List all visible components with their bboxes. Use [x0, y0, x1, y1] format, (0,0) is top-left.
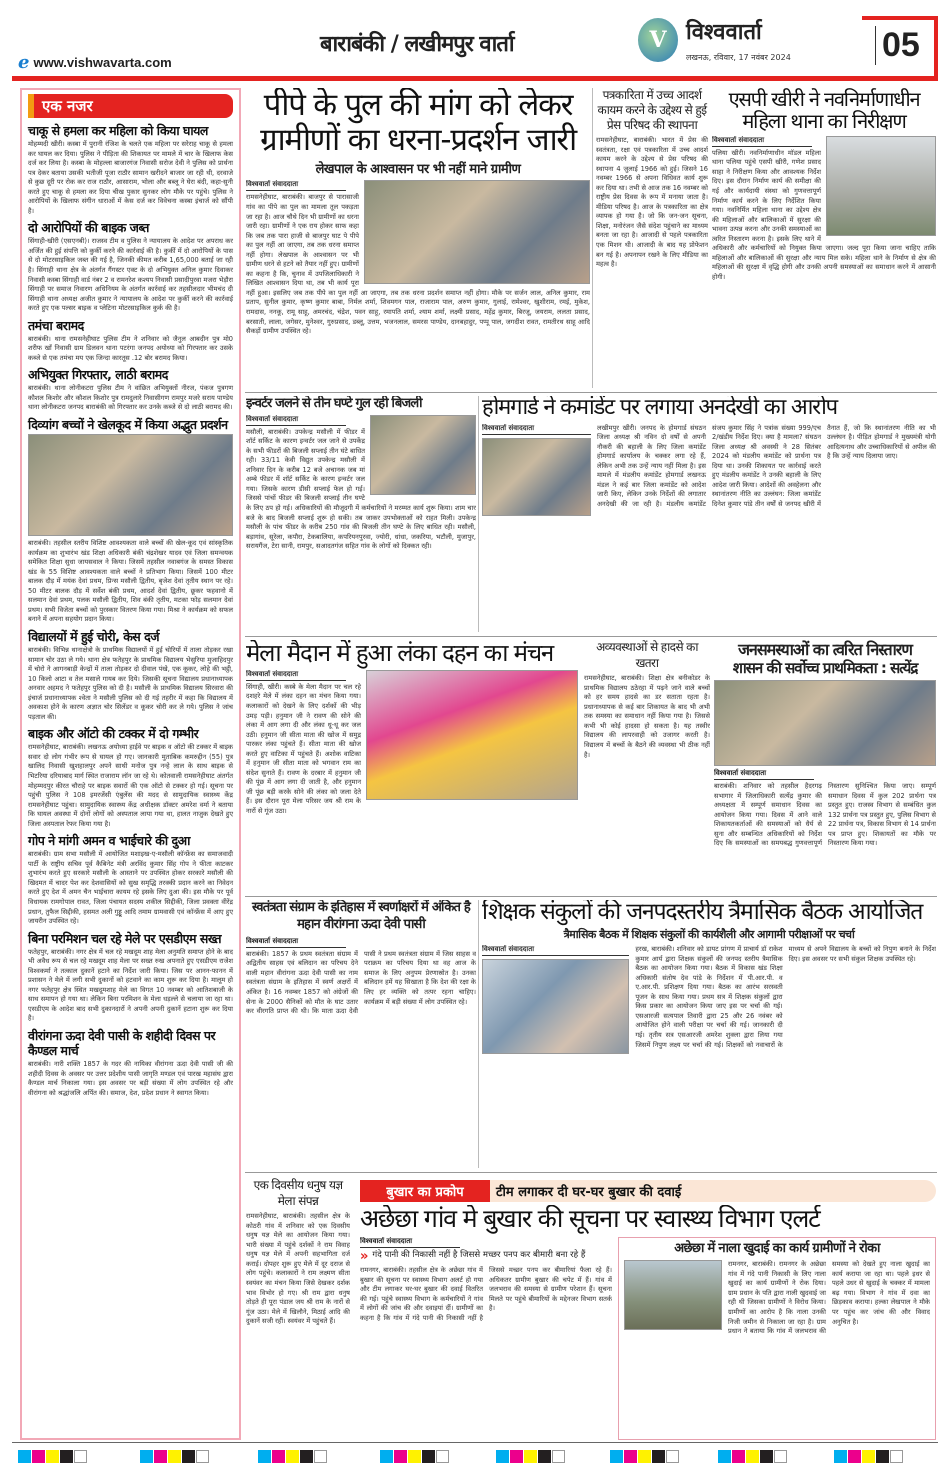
brief-headline: गोप ने मांगी अमन व भाईचारे की दुआ	[28, 833, 190, 849]
nala-headline: अछेछा में नाला खुदाई का कार्य ग्रामीणों ने रोका	[674, 1241, 880, 1256]
lead-subheadline: लेखपाल के आश्वासन पर भी नहीं माने ग्रामीण	[315, 162, 521, 178]
shikshak-meeting-photo	[482, 959, 629, 1054]
udadevi-headline: स्वतंत्रता संग्राम के इतिहास में स्वर्णाक्षरों में अंकित है महान वीरांगना ऊदा देवी पासी	[252, 900, 470, 932]
nala-box	[618, 1237, 936, 1440]
homeguard-body: विश्ववार्ता संवाददाता लखीमपुर खीरी। जनपद के होमगार्ड संघठन जिला अध्यक्ष श्री नविन दो वर्षों से अपनी नौकरी की बहाली के लिए जिला कमांडेंट होमगार्ड कार्यालय के चक्कर लगा रहे हैं, लेकिन अभी तक उन्हें न्याय नहीं मिला है। इस मामले में मंडलीय कमांडेंट होमगार्ड लखनऊ मंडल ने कई बार जिला कमांडेंट को आदेश जारी किए, लेकिन उनके निर्देशों की लगातार अनदेखी की जा रही है। मंडलीय कमांडेंट संजय कुमार सिंह ने पत्रांक संख्या 999/एच 2/खंडीय निर्देश दिए। क्या है मामला? संघठन जिला अध्यक्ष श्री अवस्थी ने 28 सितंबर 2024 को मंडलीय कमांडेंट को प्रार्थना पत्र दिया था। उनकी शिकायत पर कार्रवाई करते हुए मंडलीय कमांडेंट ने उनकी बहाली के लिए आदेश जारी किया। आदेशों की अवहेलना और स्थानांतरण नीति का उल्लंघन: जिला कमांडेंट दिनेश कुमार पांडे तीन वर्षों से जनपद खीरी में तैनात हैं, जो कि स्थानांतरण नीति का भी उल्लंघन है। पीड़ित होमगार्ड ने मुख्यमंत्री योगी आदित्यनाथ और उच्चाधिकारियों से अपील की है कि उन्हें न्याय दिलाया जाए।	[482, 424, 936, 634]
registration-mark	[496, 1450, 565, 1463]
lead-story	[246, 88, 590, 390]
row-rule	[245, 896, 937, 897]
jan-body: बाराबंकी। शनिवार को तहसील हैदरगढ़ सभागार में जिलाधिकारी सत्येंद्र कुमार की अध्यक्षता में सम्पूर्ण समाधान दिवस का आयोजन किया गया। दिवस में आने वाले शिकायतकर्ताओं की समस्याओं को धैर्य से सुना और सम्बन्धित अधिकारियों को निर्देश दिए कि समस्याओं का समयबद्ध गुणवत्तापूर्ण निस्तारण सुनिश्चित किया जाए। सम्पूर्ण समाधान दिवस में कुल 202 प्रार्थना पत्र प्रस्तुत हुए। राजस्व विभाग से सम्बंधित कुल 132 प्रार्थना पत्र प्रस्तुत हुए, पुलिस विभाग से 22 प्रार्थना पत्र, विकास विभाग से 14 प्रार्थना पत्र प्राप्त हुए। शिकायतों का मौके पर निस्तारण किया गया।	[714, 782, 936, 848]
shikshak-headline: शिक्षक संकुलों की जनपदस्तरीय त्रैमासिक बैठक आयोजित	[482, 900, 923, 925]
inverter-body: विश्ववार्ता संवाददाता मसौली, बाराबंकी। उपकेन्द्र मसौली में फीडर में शॉर्ट सर्किट के कारण इन्वर्टर जल जाने से उपकेंद्र के सभी फीडरों की बिजली सप्लाई तीन घंटे बाधित रही। 33/11 केवी विद्युत उपकेन्द्र मसौली में शनिवार दिन के करीब 12 बजे अचानक जब मां अम्बे फीडर में शॉर्ट सर्किट के कारण इन्वर्टर जल गया। जिसके कारण डीसी सप्लाई फेल हो गई। जिससे पांचों फीडर की बिजली सप्लाई तीन घण्टे के लिए ठप हो गई। अधिकारियों की मौजूदगी में कर्मचारियों ने मरम्मत कार्य शुरू किया। शाम चार बजे के बाद बिजली सप्लाई शुरू हो सकी। तब जाकर उपभोक्ताओं को राहत मिली। उपकेन्द्र मसौली के पांच फीडर के करीब 250 गांव की बिजली तीन घण्टे के लिए बाधित रही। मसौली, बड़ागांव, सूरेला, कपौरा, टेकबालिया, कपरियनपुरवा, ज्योरी, धांधा, जकरिया, भटौली, मुजापुर, सरायगैंज, टेरा सानी, रामपुर, सआदतगंज सहित गांव के लोगों को दिक्कत रही।	[246, 414, 476, 551]
brief-body: फतेहपुर, बाराबंकी। नगर क्षेत्र में चल रहे मखदूम शाह मेला अनुमति समाप्त होने के बाद भी अवैध रूप से चल रहे मखदूम शाह मेला पर सख्त रुख अपनाते हुए एसडीएम राजेश विश्वकर्मा ने तत्काल दुकानें हटाने का निर्देश जारी किया। जिस पर आनन-फानन में प्रशासन ने मेले में लगी सभी दुकानों को हटवाने का काम शुरू कर दिया है। मालूम हो नगर फतेहपुर क्षेत्र स्थित मखदूमशाह मेले का विगत 10 नवम्बर को आतिशबाजी के साथ समापन हो गया था। लेकिन बिना परमिशन के मेला धड़ल्ले से चलाया जा रहा था। एसडीएम के आदेश बाद सभी दुकानदारों ने अपनी अपनी दुकानें हटाना शुरू कर दिया है।	[28, 947, 233, 1023]
dhanush-body: रामसनेहीघाट, बाराबंकी। तहसील क्षेत्र के कोठरी गांव में शनिवार को एक दिवसीय धनुष यज्ञ मेले का आयोजन किया गया। भारी संख्या में पहुंचे दर्शकों ने राम विवाह धनुष यज्ञ मेले में अपनी सहभागिता दर्ज कराई। दोपहर शुरू हुए मेले में दूर दराज से लोग पहुंचे। कलाकारों ने राम लक्ष्मण सीता स्वयंवर का मंचन किया जिसे देखकर दर्शक भाव विभोर हो गए। श्री राम द्वारा धनुष तोड़ते ही पूरा पंडाल जय श्री राम के नारों से गूंज उठा। मेले में खिलौने, मिठाई आदि की दुकानें सजी रहीं। स्वयंवर में पहुंचते हैं।	[246, 1212, 350, 1326]
shikshak-story	[482, 900, 936, 1170]
brief-headline: वीरांगना ऊदा देवी पासी के शहीदी दिवस पर कैण्डल मार्च	[28, 1028, 216, 1058]
column-rule	[592, 88, 593, 388]
row-rule	[245, 636, 937, 637]
bukhar-band	[360, 1180, 936, 1202]
registration-mark	[718, 1450, 787, 1463]
bukhar-headline: अछेछा गांव मे बुखार की सूचना पर स्वास्थ्य विभाग एलर्ट	[360, 1205, 820, 1233]
dateline: लखनऊ, रविवार, 17 नवंबर 2024	[686, 53, 791, 62]
lead-headline-line1: पीपे के पुल की मांग को लेकर	[263, 88, 573, 123]
ek-nazar-column	[20, 88, 241, 1440]
lead-headline-line2: ग्रामीणों का धरना-प्रदर्शन जारी	[260, 121, 576, 158]
byline: विश्ववार्ता संवाददाता	[246, 670, 346, 681]
byline: विश्ववार्ता संवाददाता	[360, 1237, 460, 1248]
quote-chevron-icon: »	[360, 1249, 369, 1264]
dhanush-story	[246, 1178, 350, 1440]
bukhar-story	[360, 1205, 936, 1440]
jan-headline-line1: जनसमस्याओं का त्वरित निस्तारण	[738, 640, 912, 659]
jan-headline-line2: शासन की सर्वोच्च प्राथमिकता : सत्येंद्र	[732, 659, 918, 678]
shikshak-body: विश्ववार्ता संवाददाता हरख, बाराबंकी। शनिवार को डायट प्रांगण में प्राचार्य डॉ राकेश कुमार आर्य द्वारा शिक्षक संकुलों की जनपद स्तरीय त्रैमासिक बैठक का आयोजन किया गया। बैठक में विकास खंड शिक्षा अधिकारी संतोष देव पांडे के निर्देशन में पी.आर.पी. व ए.आर.पी. प्रशिक्षण दिया गया। बैठक का आरंभ सरस्वती पूजन के साथ किया गया। प्रथम सत्र में शिक्षक संकुलों द्वारा किस प्रकार का आयोजन किया जाए इस पर चर्चा की गई। एसआरजी सत्यपाल तिवारी द्वारा 25 और 26 नवंबर को आयोजित होने वाली परीक्षा पर चर्चा की गई। जानकारी दी गई। तृतीय सत्र एसआरजी अमरेश शुक्ला द्वारा लिया गया जिसमें निपुण लक्ष्य पर चर्चा की गई। शिक्षकों को नवाचारों के माध्यम से अपने विद्यालय के बच्चों को निपुण बनाने के निर्देश दिए। इस अवसर पर सभी संकुल शिक्षक उपस्थित रहे।	[482, 945, 936, 1170]
registration-mark	[140, 1450, 209, 1463]
brief-headline: बाइक और ऑटो की टक्कर में दो गम्भीर	[28, 726, 199, 742]
press-story	[596, 88, 708, 390]
bukhar-text	[360, 1237, 612, 1440]
brief-body: बाराबंकी। ग्राम सभा मसौली में आयोजित मशाइख-ए-मसौली कॉन्फ्रेंस का समाजवादी पार्टी के राष्ट्रीय सचिव पूर्व कैबिनेट मंत्री अरविंद कुमार सिंह गोप ने फीता काटकर शुभारंभ करते हुए सरकारे मसौली के आस्ताने पर उपस्थित होकर सरकारे मसौली की खिदमत में चादर पेश कर देशवासियों को सुख समृद्धि तरक्की प्रदान करने का निवेदन करते हुए देश में अमन चैन भाईचारा कायम रहे इसके लिए दुआ की। इस मौके पर पूर्व विधायक रामगोपाल रावत, जिला पंचायत सदस्य शकील सिद्दीकी, जिला प्रवक्ता वीरेंद्र प्रधान, तुफैल सिद्दीकी, हसमत अली गुड्डू आदि तमाम ग्रामवासी एवं कॉन्फ्रेंस में आए हुए जायरीन उपस्थित रहे।	[28, 850, 233, 926]
shikshak-subheadline: त्रैमासिक बैठक में शिक्षक संकुलों की कार्यशैली और आगामी परीक्षाओं पर चर्चा	[563, 927, 855, 941]
registration-mark	[834, 1450, 903, 1463]
lead-photo-villagers-protest	[364, 180, 590, 284]
mela-headline: मेला मैदान में हुआ लंका दहन का मंचन	[246, 640, 553, 667]
byline: विश्ववार्ता संवाददाता	[712, 136, 812, 147]
homeguard-photo	[482, 438, 591, 516]
brief-body: रामसनेहीघाट, बाराबंकी। लखनऊ अयोध्या हाईवे पर बाइक व ऑटो की टक्कर में बाइक सवार दो लोग गंभीर रूप से घायल हो गए। जानकारी मुताबिक कमरुद्दीन (55) पुत्र खालिद निवासी खुशहालपुर अपने साथी मनोज पुत्र नन्हे लाल के साथ बाइक से भिटरिया दरियाबाद मार्ग स्थित राजाराम लॉन जा रहे थे। कोतवाली रामसनेहीघाट अंतर्गत मोहम्मदपुर कीरत चौराहे पर बाइक सवारों की एक ऑटो से टक्कर हो गई। सूचना पर पहुंची पुलिस ने 108 इमरजेंसी एंबुलेंस की मदद से सामुदायिक स्वास्थ्य केंद्र रामसनेहीघाट पहुंचा। सामुदायिक स्वास्थ्य केंद्र अधीक्षक डॉक्टर अमरेश वर्मा ने बताया कि घायल अवस्था में दोनों लोगों को अस्पताल लाया गया था, हालत नाजुक देखते हुए जिला अस्पताल रेफर किया गया है।	[28, 743, 233, 828]
inverter-headline: इन्वर्टर जलने से तीन घण्टे गुल रही बिजली	[246, 396, 422, 411]
column-rule	[478, 396, 479, 632]
sp-headline: एसपी खीरी ने नवनिर्माणाधीन महिला थाना का निरीक्षण	[728, 88, 920, 134]
sp-body: विश्ववार्ता संवाददाता पलिया खीरी। नवनिर्माणाधीन मॉडल महिला थाना पलिया पहुंचे एसपी खीरी, गणेश प्रसाद साहा ने निरीक्षण किया और आवश्यक निर्देश दिए। इस दौरान निर्माण कार्य की समीक्षा की गई और कार्यदायी संस्था को गुणवत्तापूर्ण निर्माण कार्य करने के लिए निर्देशित किया गया। नवनिर्मित महिला थाना का उद्देश्य क्षेत्र की महिलाओं और बालिकाओं में सुरक्षा की भावना उत्पन्न करना और उनकी समस्याओं का त्वरित निस्तारण करना है। इसके लिए थाने में अधिकारी और कर्मचारियों को नियुक्त किया जाएगा। जल्द पूरा किया जाना चाहिए ताकि महिलाओं और बालिकाओं की सुरक्षा और न्याय मिल सके। महिला थाने के निर्माण से क्षेत्र की महिलाओं की सुरक्षा में वृद्धि होगी और उनकी अपनी समस्याओं का समाधान करने में आसानी होगी।	[712, 135, 936, 281]
press-body: रामसनेहीघाट, बाराबंकी। भारत में प्रेस की स्वतंत्रता, रक्षा एवं पत्रकारिता में उच्च आदर्श कायम करने के उद्देश्य से प्रेस परिषद की स्थापना 4 जुलाई 1966 को हुई। जिसने 16 नवम्बर 1966 से अपना विधिवत कार्य शुरू कर दिया था। तभी से आज तक 16 नवम्बर को राष्ट्रीय प्रेस दिवस के रूप में मनाया जाता है। मीडिया परिषद है। आज के पत्रकारिता का क्षेत्र व्यापक हो गया है। जो कि जन-जन सूचना, शिक्षा, मनोरंजन जैसे संदेश पहुंचाने का माध्यम बनता जा रहा है। आजादी से पहले पत्रकारिता एक मिशन थी। आजादी के बाद यह प्रोफेशन बन गई है। अपनापन रखने के लिए मीडिया का महत्व है।	[596, 136, 708, 269]
footer-rule	[12, 1442, 938, 1443]
mela-story	[246, 640, 578, 894]
byline: विश्ववार्ता संवाददाता	[246, 937, 346, 948]
byline: विश्ववार्ता संवाददाता	[246, 180, 346, 191]
dhanush-headline: एक दिवसीय धनुष यज्ञ मेला संपन्न	[253, 1178, 343, 1208]
homeguard-headline: होमगार्ड ने कमांडेंट पर लगाया अनदेखी का आरोप	[482, 396, 837, 420]
row-rule	[245, 392, 937, 393]
udadevi-body: बाराबंकी। 1857 के प्रथम स्वतंत्रता संग्राम में अद्वितीय साहस एवं बलिदान का परिचय देने वाली महान वीरांगना ऊदा देवी पासी का नाम स्वतंत्रता संग्राम के इतिहास में स्वर्ण अक्षरों में अंकित है। 16 नवम्बर 1857 को अंग्रेजों की सेना के 2000 सैनिकों को मौत के घाट उतार कर वीरगति प्राप्त की थी। कि माता ऊदा देवी पासी ने प्रथम स्वतंत्रता संग्राम में जिस साहस व पराक्रम का परिचय दिया था वह आज के समाज के लिए अनुपम प्रेरणास्रोत है। उनका बलिदान हमें यह सिखाता है कि देश की रक्षा के लिए हर व्यक्ति को तत्पर रहना चाहिए। कार्यक्रम में बड़ी संख्या में लोग उपस्थित रहे।	[246, 949, 476, 1016]
brief-headline: बिना परमिशन चल रहे मेले पर एसडीएम सख्त	[28, 930, 221, 946]
brief-body: बाराबंकी। थाना लोनीकटरा पुलिस टीम ने वांछित अभियुक्तों नीरज, पंकज पुत्रगण कौशल किशोर और कौशल किशोर पुत्र रामदुलारे निवासीगण रामपुर मजरे सराय पाण्डेय थाना लोनीकटरा जनपद बाराबंकी को गिरफ्तार कर उनके कब्जे से दो लाठी बरामद की।	[28, 384, 233, 412]
byline: विश्ववार्ता संवाददाता	[714, 769, 814, 780]
page-number: 05	[875, 26, 920, 65]
byline: विश्ववार्ता संवाददाता	[246, 415, 346, 426]
brief-headline: तमंचा बरामद	[28, 317, 84, 333]
avyavastha-body: रामसनेहीघाट, बाराबंकी। शिक्षा क्षेत्र बनीकोडर के प्राथमिक विद्यालय ठठेरहा में पढ़ने जाने वाले बच्चों को हर समय हादसे का डर सताता रहता है। प्रधानाध्यापक से कई बार शिकायत के बाद भी अभी तक समस्या का समाधान नहीं किया गया है। जिससे कभी भी कोई हादसा हो सकता है। यह तस्वीर विद्यालय की लापरवाही को उजागर करती है। विद्यालय में बच्चों के बैठने की व्यवस्था भी ठीक नहीं है।	[584, 674, 710, 759]
avyavastha-headline: अव्यवस्थाओं से हादसे का खतरा	[596, 640, 698, 670]
section-title: बाराबंकी / लखीमपुर वार्ता	[320, 32, 514, 57]
brief-headline: दिव्यांग बच्चों ने खेलकूद में किया अद्भुत प्रदर्शन	[28, 417, 228, 433]
registration-mark	[380, 1450, 449, 1463]
inverter-photo	[370, 415, 476, 495]
press-headline: पत्रकारिता में उच्च आदर्श कायम करने के उद्देश्य से हुई प्रेस परिषद की स्थापना	[597, 88, 707, 132]
jan-story	[714, 640, 936, 894]
byline: विश्ववार्ता संवाददाता	[482, 424, 591, 435]
brief-body: मोहम्मदी खीरी। कस्बा में पुरानी रंजिश के चलते एक महिला पर सरेराह चाकू से हमला कर घायल कर दिया। पुलिस ने पीड़िता की शिकायत पर मामले में चार के खिलाफ केस दर्ज कर लिया है। कस्बा के मोहल्ला बाजारगंज निवासी सरोज देवी ने पुलिस को प्रार्थना पत्र देकर बताया उसकी भतीजी पूजा राठौर सामान खरीदने बाजार जा रही थी, दरवाजे से कुछ दूरी पर रोक कर राज राठौर, आसाराम, भोला और बब्लू ने घेरा बंदी, कहा-सुनी करते हुए चाकू से हमला कर दिया चीख पुकार सुनकर लोग मौके पर पहुंचे। पुलिस ने आरोपियों के खिलाफ संगीन धाराओं में केस दर्ज कर विवेचना कस्बा इंचार्ज को सौंपी है।	[28, 140, 233, 215]
nala-body: रामनगर, बाराबंकी। रामनगर के अछेछा गांव में गंदे पानी निकासी के लिए नाला खुदाई का कार्य ग्रामीणों ने रोक दिया। ग्राम प्रधान के पति द्वारा नाली खुदवाई जा रही थी जिसका ग्रामीणों ने विरोध किया। ग्रामीणों का आरोप है कि नाला उनकी निजी जमीन से निकाला जा रहा है। ग्राम प्रधान ने बताया कि गांव में जलभराव की समस्या को देखते हुए नाला खुदाई का कार्य कराया जा रहा था। पहले इधर से पहले उधर से खुदाई के चक्कर में मामला बढ़ गया। विभाग ने गांव में दवा का छिड़काव कराया। हल्का लेखपाल ने मौके पर पहुंच कर जांच की और विवाद अनुचित है।	[624, 1260, 930, 1436]
bukhar-pull-quote: » गंदे पानी की निकासी नहीं है जिससे मच्छर पनप कर बीमारी बना रहे हैं	[360, 1249, 586, 1264]
homeguard-story	[482, 396, 936, 634]
row-rule	[245, 1172, 937, 1173]
bukhar-row	[360, 1237, 936, 1440]
brief-headline: अभियुक्त गिरफ्तार, लाठी बरामद	[28, 367, 168, 383]
jan-photo-officials	[714, 680, 936, 766]
sp-photo-police-station	[826, 136, 936, 236]
browser-e-icon: e	[18, 52, 30, 73]
mela-body: विश्ववार्ता संवाददाता सिंगाही, खीरी। कस्बे के मेला मैदान पर चल रहे दशहरे मेले में लंका दहन का मंचन किया गया। कलाकारों को देखने के लिए दर्शकों की भीड़ उमड़ पड़ी। हनुमान जी ने रावण की सोने की लंका में आग लगा दी और लंका धू-धू कर जल उठी। हनुमान जी सीता माता की खोज में समुद्र पारकर लंका पहुंचते हैं। सीता माता की खोज करते हुए वाटिका में पहुंचते हैं। अशोक वाटिका में हनुमान जी सीता माता को भगवान राम का संदेश सुनाते हैं। रावण के दरबार में हनुमान जी की पूंछ में आग लगा दी जाती है, और हनुमान जी पूंछ बड़ी करके सोने की लंका को जला देते हैं। इस दौरान पूरा मेला परिसर जय श्री राम के नारों से गूंज उठा।	[246, 670, 578, 894]
udadevi-story	[246, 900, 476, 1170]
header-rule	[12, 76, 938, 81]
registration-mark	[258, 1450, 327, 1463]
brief-body: बाराबंकी। थाना रामसनेहीघाट पुलिस टीम ने शनिवार को जैनुल आबदीन पुत्र मो0 शरीफ खाँ निवासी ग्राम डिलवन थाना पटरंगा जनपद अयोध्या को गिरफ्तार कर उसके कब्जे से एक तमंचा मय एक जिन्दा कारतूस .12 बोर बरामद किया।	[28, 334, 233, 362]
brief-body: बाराबंकी। तहसील स्तरीय विशिष्ट आवश्यकता वाले बच्चों की खेल-कूद एवं सांस्कृतिक कार्यक्रम का शुभारंभ खंड शिक्षा अधिकारी बंकी चंद्रशेखर यादव एवं जिला समन्वयक समेकित शिक्षा सुधा जायसवाल ने किया। जिसमें तहसील नवाबगंज के समस्त विकास खंड के 55 विशिष्ट आवश्यकता वाले बच्चों ने प्रतिभाग किया। जिसमें 100 मीटर बालक दौड़ में मयंक देवां प्रथम, प्रिन्स मसौली द्वितीय, बृजेश देवां तृतीय स्थान पर रहे। 50 मीटर बालक दौड़ में सर्वेश बंकी प्रथम, आदर्श देवां द्वितीय, छूकर फहवानो में सलमान देवां प्रथम, पलक मसौली द्वितीय, शिव बंकी तृतीय, मटका फोड़ सलमान देवां प्रथम। सभी विजेता बच्चों को पुरस्कार वितरण किया गया। मिश्रा ने कार्यक्रम को सफल बनाने में अपना सहयोग प्रदान किया।	[28, 539, 233, 624]
lanka-dahan-photo	[366, 670, 578, 800]
website-url: e www.vishwavarta.com	[18, 52, 172, 73]
registration-mark	[18, 1450, 87, 1463]
brief-headline: दो आरोपियों की बाइक जब्त	[28, 220, 149, 236]
brief-headline: विद्यालयों में हुई चोरी, केस दर्ज	[28, 628, 160, 644]
brief-body: बाराबंकी। विभिन्न थानाक्षेत्रो के प्राथमिक विद्यालयों में हुई चोरियों में ताला तोड़कर रखा सामान चोर उठा ले गये। थाना क्षेत्र फतेहपुर के प्राथमिक विद्यालय भेसुरिया मुजाहिदपुर में चोरो ने आगनबाड़ी केन्द्रों में ताला तोड़कर दो दीवाल पंखे, एक कूकर, लोहे की भट्ठी, 10 किलो आटा व तेल मसाले गायब कर दिये। जिसकी सूचना विद्यालय प्रधानाध्यापक अनवार अहमद ने फतेहपुर पुलिस को दी है। मसौली के प्राथमिक विद्यालय सिरवारा की इंचार्ज प्रधानाध्यापक श्वेता ने मसौली पुलिस को दी गई तहरीर में कहा कि विद्यालय में अवकाश होने के कारण अज्ञात चोर सिलेंडर व कूकर चोरी कर ले गये। पुलिस ने जांच पड़ताल की।	[28, 645, 233, 721]
lead-body: विश्ववार्ता संवाददाता रामसनेहीघाट, बाराबंकी। बाजपुर से पारासाजी गांव का पीपे का पुल का मामला तूल पकड़ता जा रहा है। आज चौथे दिन भी ग्रामीणों का धरना जारी रहा। ग्रामीणों ने एक राय होकर साफ कहा कि जब तक पारा हाजी से बाजपुर घाट पे पीपे का पुल नहीं आ जाएगा, तब तक धरना समाप्त नहीं होगा। लेखपाल के आश्वासन पर भी ग्रामीण धरने से हटने को तैयार नहीं हुए। ग्रामीणों का कहना है कि, चुनाव में उपजिलाधिकारी ने लिखित आश्वासन दिया था, तब भी कार्य पूरा नहीं हुआ। इसलिए जब तक पीपे का पुल नहीं आ जाएगा, तब तक धरना प्रदर्शन समाप्त नहीं होगा। मौके पर सर्जन लाल, अनिल कुमार, राम प्रताप, सुनील कुमार, कृष्ण कुमार बाबा, निर्मल शर्मा, शिवमगन पाल, राजाराम पाल, अरुण कुमार, गुलाई, रामेश्वर, खुशीराम, रमई, मुकेश, रामदास, ननकू, रामू साहू, अमरचंद, चंद्रेश, पवन साहू, रमापति शर्मा, श्याम शर्मा, लक्ष्मी प्रसाद, महेंद्र कुमार, बिरजू, जयराम, ललता प्रसाद, बरसाती, लाला, जगेसर, मुनेश्वर, गुरुप्रसाद, डब्लू, उत्तम, भजनलाल, समरस पाण्डेय, दानबहादुर, पप्पू पाल, जगदीश रावत, रामतीरथ साहू आदि सैकड़ों ग्रामीण उपस्थित रहे।	[246, 180, 590, 336]
masthead-name: विश्ववार्ता	[686, 20, 762, 45]
brief-photo-children	[28, 434, 233, 536]
byline: विश्ववार्ता संवाददाता	[482, 945, 629, 956]
ek-nazar-label: एक नजर	[28, 94, 233, 118]
brief-body: सिंगाही-खीरी (एसएनबी)। राजस्व टीम व पुलिस ने न्यायालय के आदेश पर अपराध कर अर्जित की हुई संपत्ति को कुर्की करने की कार्रवाई की है। कुर्की में दो आरोपियों के पास से दो मोटरसाइकिल जब्त की गई है, जिनकी कीमत करीब 1,65,000 बताई जा रही है। सिंगाही थाना क्षेत्र के अंतर्गत गैंगस्टर एक्ट के दो अभियुक्त अनिल कुमार दिवाकर निवासी कस्बा सिंगाही वार्ड नंबर 2 व रामनरेश कश्यप निवासी प्रसादीपुरवा मजरा भेड़ौरा सिंगाही पर समाज निवारण अधिनियम के अंतर्गत कार्रवाई कर तहसीलदार भीमचंद दी सिंगाही थाना अध्यक्ष अजीत कुमार ने न्यायालय के आदेश पर कुर्की करने की कार्रवाई करते हुए एक पल्सर बाइक व प्लेटिना मोटरसाइकिल कुर्क की है।	[28, 237, 233, 313]
nala-photo	[624, 1260, 722, 1330]
avyavastha-story	[584, 640, 710, 894]
sp-story	[712, 88, 936, 390]
brief-headline: चाकू से हमला कर महिला को किया घायल	[28, 123, 208, 138]
registration-mark	[610, 1450, 679, 1463]
bukhar-subheadline: टीम लगाकर दी घर-घर बुखार की दवाई	[496, 1185, 682, 1200]
inverter-story	[246, 396, 476, 634]
bukhar-body: रामनगर, बाराबंकी। तहसील क्षेत्र के अछेछा गांव में बुखार की सूचना पर स्वास्थ्य विभाग अलर्ट हो गया और टीम लगाकर घर-घर बुखार की दवाई वितरित की गई। पहुंचे स्वास्थ्य विभाग के कर्मचारियों ने गांव में लोगों की जांच की और दवाइयां दीं। ग्रामीणों का कहना है कि गांव में गंदे पानी की निकासी नहीं है जिससे मच्छर पनप कर बीमारियां फैला रहे हैं। अधिकतर ग्रामीण बुखार की चपेट में हैं। गांव में जलभराव की समस्या से ग्रामीण परेशान हैं। सूचना मिलते पर पहुंचे बीमारियों के मद्देनजर विभाग सतर्क है।	[360, 1266, 612, 1322]
bukhar-tag: बुखार का प्रकोप	[360, 1180, 490, 1202]
newspaper-logo: V	[638, 18, 678, 62]
column-rule	[478, 900, 479, 1168]
brief-body: बाराबंकी। नारी शक्ति 1857 के गदर की नायिका वीरांगना ऊदा देवी पासी जी की शहीदी दिवस के अवसर पर उत्तर प्रदेशीय पासी जागृति मण्डल एवं पारख महासंघ द्वारा कैण्डल मार्च निकाला गया। इस अवसर पर बड़ी संख्या में लोग उपस्थित रहे और वीरांगना को श्रद्धांजलि अर्पित की। समाज, देश, प्रदेश प्रधान ने स्वागत किया।	[28, 1060, 233, 1097]
